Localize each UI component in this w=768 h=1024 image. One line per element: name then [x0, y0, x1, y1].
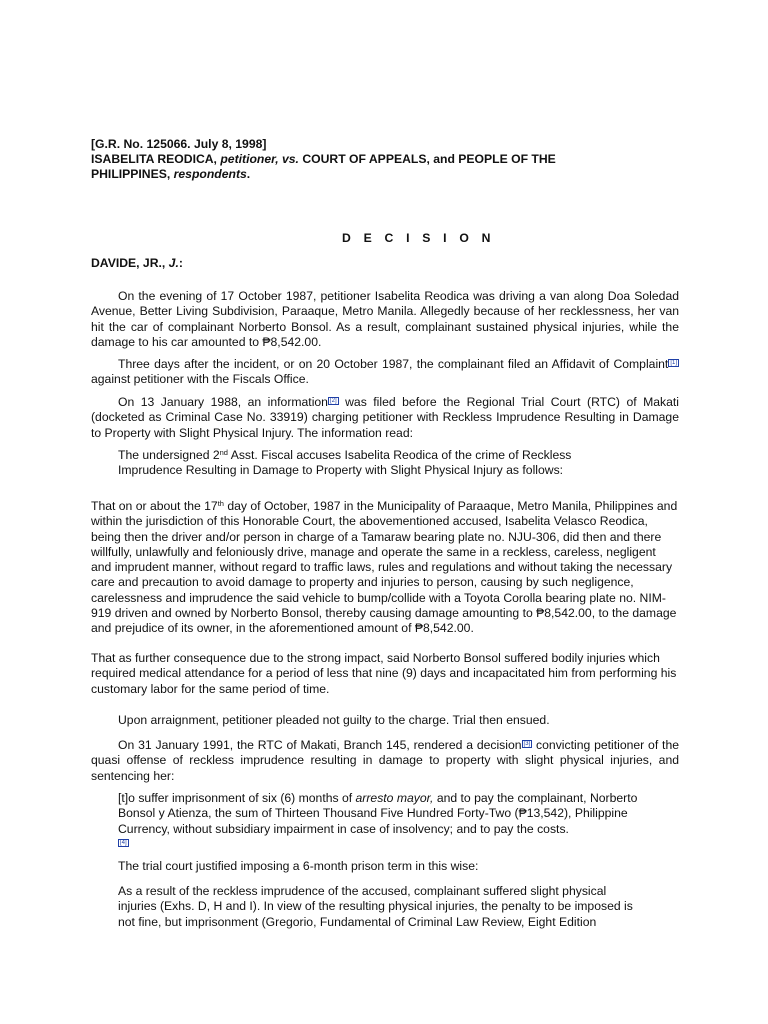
information-1-text: [91, 499, 679, 637]
respondent-role: respondents: [173, 167, 247, 181]
paragraph-5-text: [91, 738, 679, 784]
paragraph-1: [91, 289, 679, 350]
info-1-mid: day of October, 1987 in the Municipality of Paraaque, Metro Manila, Philippines and within the jurisdiction of this Honorable Court, the abovementioned accused, Isabelita Velasco Reodica, being then the driver and/or person in charge of a Tamaraw bearing plate no. NJU-306, did then and there willfully, unlawfully and feloniously drive, manage and operate the same in a reckless, careless, negligent and imprudent manner, without regard to traffic laws, rules and regulations and without taking the necessary care and precaution to avoid damage to property and injuries to person, causing by such negligence, carelessness and imprudence the said vehicle to bump/collide with a Toyota Corolla bearing plate no. NIM-919 driven and owned by Norberto Bonsol, thereby causing damage amounting to: [91, 499, 678, 621]
ordinal-suffix-th: th: [217, 499, 224, 508]
information-text-2: [91, 651, 679, 697]
quote-information-intro: [118, 448, 588, 479]
ordinal-suffix: nd: [219, 448, 228, 457]
judge-colon: :: [178, 256, 183, 270]
paragraph-3-before: On 13 January 1988, an information: [118, 395, 328, 409]
quote-1-before: The undersigned 2: [118, 448, 220, 462]
info-1-mid2: , to the damage and prejudice of its owner, in the aforementioned amount of: [91, 606, 677, 636]
quote-3-text: As a result of the reckless imprudence of the accused, complainant suffered slight physical injuries (Exhs. D, H and I). In view of the resulting physical injuries, the penalty to be imposed is not fine, but imprisonment (Gregorio, Fundamental of Criminal Law Review, Eight Edition: [118, 884, 633, 929]
info-1-end: .: [470, 621, 474, 636]
paragraph-3-after: was filed before the Regional Trial Court (RTC) of Makati (docketed as Criminal Case No. 33919) charging petitioner with Reckless Imprudence Resulting in Damage to Property with Slight Physical Injury. The information read:: [91, 395, 679, 440]
quote-justification: [118, 884, 638, 930]
paragraph-3: [91, 395, 679, 441]
paragraph-5: [91, 738, 679, 784]
respondent-name-cont: PHILIPPINES,: [91, 167, 171, 181]
paragraph-6: [118, 859, 678, 874]
paragraph-4-text: Upon arraignment, petitioner pleaded not guilty to the charge. Trial then ensued.: [118, 713, 550, 727]
quote-sentence: [118, 791, 646, 852]
footnote-link-4[interactable]: [4]: [120, 839, 127, 846]
judge-name: DAVIDE, JR.,: [91, 256, 166, 270]
paragraph-3-text: [91, 395, 679, 441]
footnote-link-1[interactable]: [1]: [670, 360, 677, 366]
paragraph-5-before: On 31 January 1991, the RTC of Makati, Branch 145, rendered a decision: [118, 738, 522, 752]
paragraph-2: [91, 357, 679, 388]
amount-1: ₱8,542.00: [536, 606, 592, 621]
info-1-before: That on or about the 17: [91, 499, 218, 513]
decision-title: D E C I S I O N: [342, 231, 496, 245]
case-number: [G.R. No. 125066. July 8, 1998]: [91, 137, 267, 151]
information-2-text: That as further consequence due to the strong impact, said Norberto Bonsol suffered bodily injuries which required medical attendance for a period of less that nine (9) days and incapacitated him from performing his customary labor for the same period of time.: [91, 651, 677, 696]
quote-1-after: Asst. Fiscal accuses Isabelita Reodica of the crime of Reckless Imprudence Resulting in Damage to Property with Slight Physical Injury as follows:: [118, 448, 572, 478]
case-parties-line2: [91, 167, 691, 182]
information-text-1: [91, 499, 679, 637]
header-period: .: [246, 167, 251, 181]
footnote-link-2[interactable]: [2]: [329, 398, 337, 404]
respondent-name: COURT OF APPEALS, and PEOPLE OF THE: [302, 152, 556, 166]
case-header: [91, 137, 691, 182]
paragraph-6-text: The trial court justified imposing a 6-month prison term in this wise:: [118, 859, 479, 873]
case-parties-line1: [91, 152, 691, 167]
amount-2: ₱8,542.00: [414, 621, 471, 636]
petitioner-role: petitioner, vs.: [220, 152, 299, 166]
paragraph-5-after: convicting petitioner of the quasi offense of reckless imprudence resulting in damage to property with slight physical injuries, and sentencing her:: [91, 738, 680, 783]
paragraph-4: [91, 713, 679, 728]
paragraph-2-after: against petitioner with the Fiscals Office.: [91, 372, 309, 387]
paragraph-2-text: [91, 357, 679, 388]
quote-2-after: and to pay the complainant, Norberto Bonsol y Atienza, the sum of Thirteen Thousand Five Hundred Forty-Two (₱13,542), Philippine Currency, without subsidiary impairment in case of insolvency; and to pay the costs.: [118, 791, 638, 836]
arresto-mayor: arresto mayor,: [355, 791, 434, 805]
paragraph-1-text: On the evening of 17 October 1987, petitioner Isabelita Reodica was driving a van along Doa Soledad Avenue, Better Living Subdivision, Paraaque, Metro Manila. Allegedly because of her recklessness, her van hit the car of complainant Norberto Bonsol. As a result, complainant sustained physical injuries, while the damage to his car amounted to ₱8,542.00.: [91, 289, 679, 349]
judge-title: J.: [168, 256, 179, 270]
footnote-link-3[interactable]: [3]: [523, 741, 531, 747]
judge-line: [91, 256, 183, 270]
quote-2-text: [118, 791, 646, 852]
quote-2-before: [t]o suffer imprisonment of six (6) months of: [118, 791, 356, 805]
paragraph-2-before: Three days after the incident, or on 20 October 1987, the complainant filed an Affidavit of Complaint: [118, 357, 669, 371]
petitioner-name: ISABELITA REODICA,: [91, 152, 217, 166]
quote-1-text: [118, 448, 588, 479]
